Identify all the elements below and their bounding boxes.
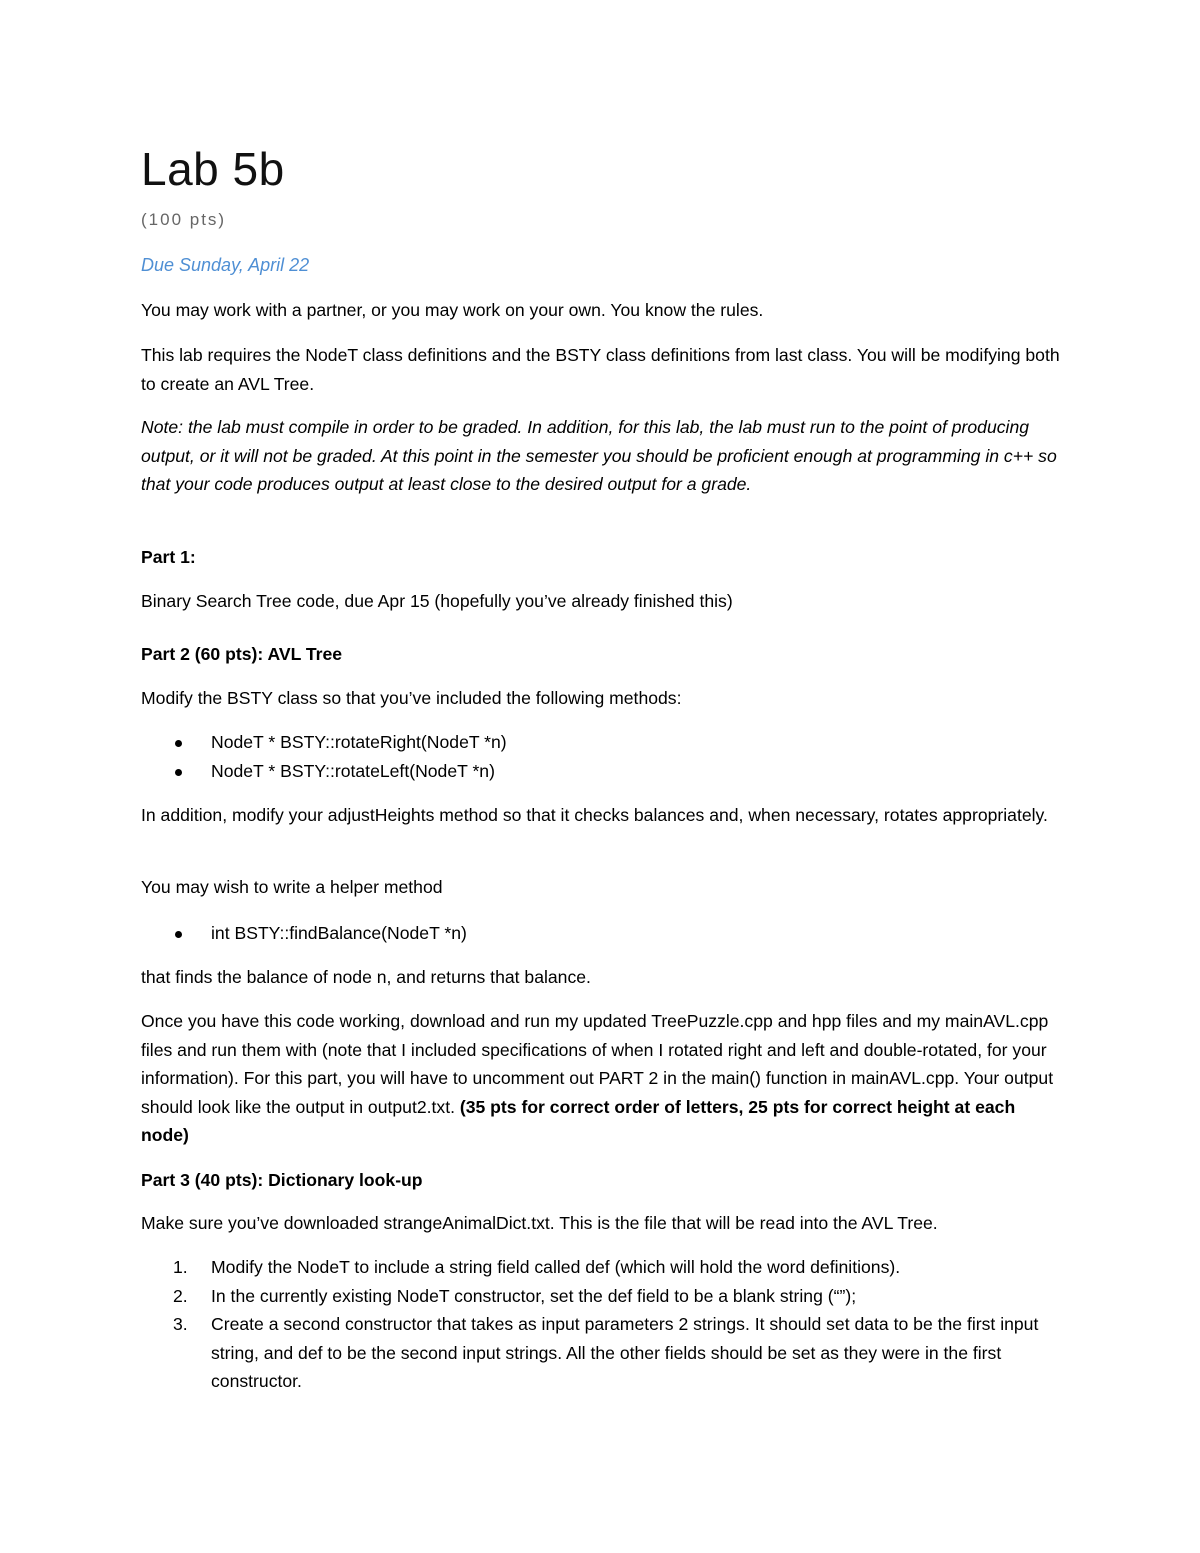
helper-after: that finds the balance of node n, and returns that balance. [141, 967, 591, 987]
part1-text: Binary Search Tree code, due Apr 15 (hopefully you’ve already finished this) [141, 591, 733, 611]
list-item: 3. Create a second constructor that takes as input parameters 2 strings. It should set data to be the first input string, and def to be the second input strings. All the other fields should be set as they were in the first constructor. [173, 1314, 1039, 1392]
page-title: Lab 5b [141, 143, 285, 195]
method-list [141, 728, 1061, 785]
part2-heading: Part 2 (60 pts): AVL Tree [141, 644, 343, 664]
steps-list [141, 1253, 1061, 1396]
part1-heading: Part 1: [141, 547, 196, 567]
once-paragraph: Once you have this code working, download and run my updated TreePuzzle.cpp and hpp files and my mainAVL.cpp files and run them with (note that I included specifications of when I rotated right and left and double-rotated, for your information). For this part, you will have to uncomment out PART 2 in the main() function in mainAVL.cpp. Your output should look like the output in output2.txt. (35 pts for correct order of letters, 25 pts for correct height at each node) [141, 1011, 1054, 1146]
part2-intro: Modify the BSTY class so that you’ve included the following methods: [141, 688, 682, 708]
part3-heading: Part 3 (40 pts): Dictionary look-up [141, 1170, 423, 1190]
list-item: 2. In the currently existing NodeT constructor, set the def field to be a blank string (“”); [173, 1285, 857, 1306]
part3-intro: Make sure you’ve downloaded strangeAnimalDict.txt. This is the file that will be read into the AVL Tree. [141, 1213, 938, 1233]
requires-paragraph: This lab requires the NodeT class definitions and the BSTY class definitions from last class. You will be modifying both to create an AVL Tree. [141, 345, 1060, 394]
bullet-icon [175, 931, 182, 938]
due-date: Due Sunday, April 22 [141, 255, 310, 275]
partner-paragraph: You may work with a partner, or you may work on your own. You know the rules. [141, 300, 764, 320]
points-subtitle: (100 pts) [141, 210, 227, 229]
helper-intro: You may wish to write a helper method [141, 877, 443, 897]
bullet-icon [175, 740, 182, 747]
adjust-paragraph: In addition, modify your adjustHeights method so that it checks balances and, when necessary, rotates appropriately. [141, 805, 1048, 825]
list-item: int BSTY::findBalance(NodeT *n) [141, 919, 1061, 948]
list-item: 1. Modify the NodeT to include a string field called def (which will hold the word definitions). [173, 1257, 901, 1277]
grading-note: (35 pts for correct order of letters, 25 pts for correct height at each node) [141, 1096, 1016, 1146]
bullet-icon [175, 769, 182, 776]
helper-list [141, 919, 1061, 948]
list-item: NodeT * BSTY::rotateLeft(NodeT *n) [141, 757, 1061, 786]
list-item: NodeT * BSTY::rotateRight(NodeT *n) [141, 728, 1061, 757]
note-paragraph: Note: the lab must compile in order to be graded. In addition, for this lab, the lab must run to the point of producing output, or it will not be graded. At this point in the semester you should be proficient enough at programming in c++ so that your code produces output at least close to the desired output for a grade. [141, 417, 1057, 495]
